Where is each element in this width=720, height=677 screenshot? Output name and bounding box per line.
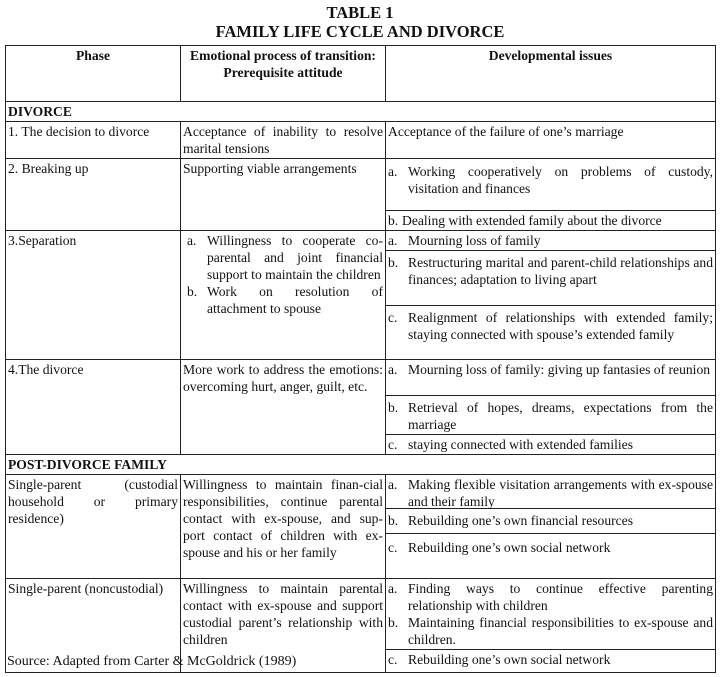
- emotional-item: [187, 283, 383, 317]
- table-row: [6, 475, 716, 579]
- header-row: [6, 46, 716, 102]
- source-note: Source: Adapted from Carter & McGoldrick (1989): [7, 654, 297, 669]
- header-issues: Developmental issues: [386, 46, 716, 102]
- issue-label: a.: [388, 233, 398, 248]
- issue-text: Rebuilding one’s own financial resources: [408, 513, 633, 528]
- emotional-cell: More work to address the emotions: overcoming hurt, anger, guilt, etc.: [181, 360, 386, 455]
- table-row: [6, 360, 716, 455]
- emotional-cell: Acceptance of inability to resolve marital tensions: [181, 122, 386, 159]
- issue-text: Restructuring marital and parent-child relationships and finances; adaptation to living apart: [408, 255, 713, 287]
- table-row: [6, 159, 716, 231]
- issue-label: b.: [388, 615, 399, 630]
- issue-item: [386, 251, 715, 306]
- issue-item: [386, 650, 715, 672]
- issue-text: Mourning loss of family: [408, 233, 541, 248]
- emotional-cell: Willingness to maintain parental contact with ex-spouse and support custodial parent’s relationship with children: [181, 579, 386, 673]
- emotional-item: [187, 232, 383, 283]
- issue-item: [386, 509, 715, 534]
- issue-item: [386, 159, 715, 211]
- issue-label: b.: [388, 255, 399, 270]
- issues-cell: [386, 579, 716, 673]
- issue-item: [388, 580, 713, 614]
- emotional-cell: Willingness to maintain finan-cial responsibilities, continue parental contact with ex-spouse, and sup- port contact of children with ex-spouse and his or her family: [181, 475, 386, 579]
- issues-cell: [386, 231, 716, 360]
- issue-text: Realignment of relationships with extended family; staying connected with spouse’s extended family: [408, 310, 713, 342]
- issues-cell: [386, 360, 716, 455]
- issue-text: Maintaining financial responsibilities to ex-spouse and children.: [408, 615, 713, 647]
- issue-item: [386, 211, 715, 230]
- item-label: b.: [187, 284, 198, 299]
- table-row: [6, 231, 716, 360]
- issue-text: Dealing with extended family about the divorce: [402, 213, 662, 228]
- item-label: a.: [187, 233, 197, 248]
- phase-cell: 4.The divorce: [6, 360, 181, 455]
- issue-item: [386, 435, 715, 454]
- issue-label: c.: [388, 310, 398, 325]
- issue-text: Rebuilding one’s own social network: [408, 652, 611, 667]
- issue-item: [386, 396, 715, 435]
- phase-cell: 1. The decision to divorce: [6, 122, 181, 159]
- table-row: [6, 122, 716, 159]
- issues-cell: [386, 159, 716, 231]
- issue-text: Mourning loss of family: giving up fantasies of reunion: [408, 362, 711, 377]
- issue-label: a.: [388, 362, 398, 377]
- issues-cell: [386, 475, 716, 579]
- issue-item: [386, 360, 715, 396]
- issue-label: b.: [388, 213, 399, 228]
- issues-cell: Acceptance of the failure of one’s marriage: [386, 122, 716, 159]
- phase-cell: 2. Breaking up: [6, 159, 181, 231]
- issue-label: a.: [388, 164, 398, 179]
- issue-text: staying connected with extended families: [408, 437, 633, 452]
- issue-label: c.: [388, 540, 398, 555]
- issue-label: a.: [388, 477, 398, 492]
- issue-text: Finding ways to continue effective parenting relationship with children: [408, 581, 713, 613]
- issue-group: [386, 579, 715, 650]
- title-line: TABLE 1: [326, 3, 394, 22]
- header-phase: Phase: [6, 46, 181, 102]
- issue-text: Rebuilding one’s own social network: [408, 540, 611, 555]
- section-divorce: DIVORCE: [6, 102, 716, 122]
- phase-cell: Single-parent (noncustodial): [6, 579, 181, 673]
- issue-item: [388, 614, 713, 648]
- issue-label: c.: [388, 652, 398, 667]
- issue-text: Working cooperatively on problems of custody, visitation and finances: [408, 164, 713, 196]
- issue-label: b.: [388, 513, 399, 528]
- emotional-cell: [181, 231, 386, 360]
- phase-cell: 3.Separation: [6, 231, 181, 360]
- table-title: [0, 3, 720, 41]
- issue-label: a.: [388, 581, 398, 596]
- issue-label: b.: [388, 400, 399, 415]
- issue-text: Making flexible visitation arrangements with ex-spouse and their family: [408, 477, 713, 509]
- family-life-cycle-table: [5, 45, 716, 673]
- subtitle-line: FAMILY LIFE CYCLE AND DIVORCE: [215, 22, 505, 41]
- phase-cell: Single-parent (custodial household or primary residence): [6, 475, 181, 579]
- issue-item: [386, 475, 715, 509]
- header-emotional: Emotional process of transition: Prerequisite attitude: [181, 46, 386, 102]
- issue-label: c.: [388, 437, 398, 452]
- item-text: Work on resolution of attachment to spouse: [207, 284, 383, 316]
- issue-item: [386, 306, 715, 359]
- issue-item: [386, 231, 715, 251]
- issue-text: Retrieval of hopes, dreams, expectations from the marriage: [408, 400, 713, 432]
- item-text: Willingness to cooperate co-parental and joint financial support to maintain the children: [207, 233, 383, 282]
- issue-item: [386, 534, 715, 578]
- section-post-divorce: POST-DIVORCE FAMILY: [6, 455, 716, 475]
- emotional-cell: Supporting viable arrangements: [181, 159, 386, 231]
